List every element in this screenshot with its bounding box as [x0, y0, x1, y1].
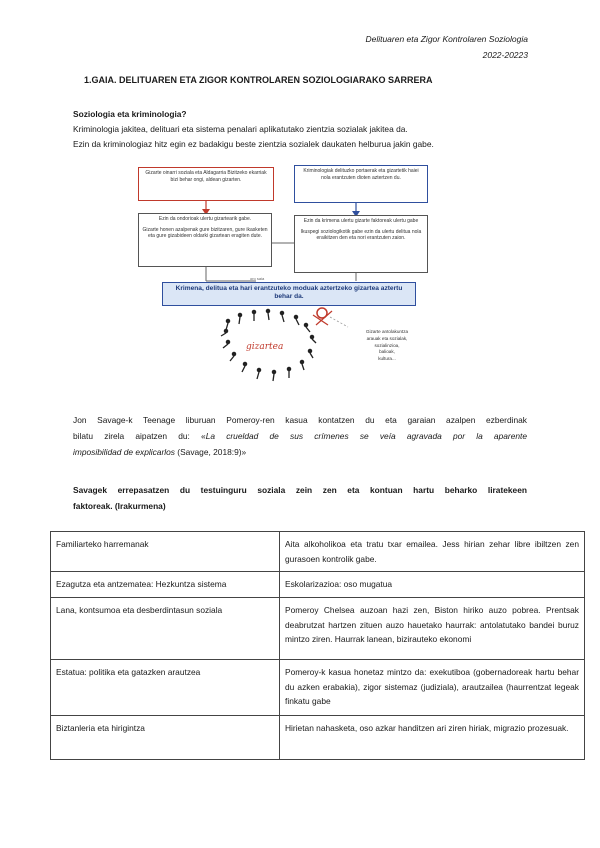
table-row [51, 716, 585, 760]
paragraph-citation: (Savage, 2018:9)» [174, 447, 247, 457]
table-cell-factor: Biztanleria eta hirigintza [51, 716, 280, 760]
table-row [51, 532, 585, 572]
diagram-box-crime-body: Ikuspegi soziologikotik gabe ezin da ulertu delitua nola eraikitzen den eta nori erantzuten zaion. [300, 228, 422, 241]
header-course: Delituaren eta Zigor Kontrolaren Soziologia [365, 34, 528, 44]
question-line1: Savagek errepasatzen du testuinguru soziala zein zen eta kontuan hartu beharko liratekeen [73, 485, 527, 495]
side-note-line: Gizarte antolakuntza [365, 329, 409, 334]
paragraph-line2 [73, 429, 527, 444]
question-line2: faktoreak. (Irakurmena) [73, 501, 166, 511]
sociology-diagram [136, 165, 466, 390]
page-title: 1.GAIA. DELITUAREN ETA ZIGOR KONTROLAREN SOZIOLOGIARAKO SARRERA [84, 75, 433, 85]
side-note-line: arauak eta sozialak, [366, 335, 408, 341]
table-cell-factor: Familiarteko harremanak [51, 532, 280, 572]
table-row [51, 572, 585, 598]
paragraph-quote-part2: imposibilidad de explicarlos [73, 447, 175, 457]
diagram-main-statement: Krimena, delitua eta hari erantzuteko moduak aztertzeko gizartea aztertu behar da. [162, 282, 416, 306]
paragraph-quote-part1: La crueldad de sus crímenes se veía agravada por la aparente [205, 431, 527, 441]
diagram-box-criminology: Kriminologiak delituzko portaerak eta gizartetik haiei nola erantzuten dioten aztertzen du. [294, 165, 428, 203]
diagram-box-society [138, 213, 272, 267]
diagram-mini-label: oro saia [250, 276, 265, 281]
diagram-box-society-body: Gizarte honen azalpenak gure bizitzaren, gure ikasketen eta gure gizabideen oldarki gizartean eragiten dute. [142, 226, 268, 239]
table-row [51, 660, 585, 716]
paragraph-line2-prefix: bilatu zirela aipatzen du: « [73, 431, 206, 441]
section-text-line1: Kriminologia jakitea, delituari eta sistema penalari aplikatutako zientzia sozialak jakitea da. [73, 124, 408, 134]
table-row [51, 598, 585, 660]
table-cell-factor: Ezagutza eta antzematea: Hezkuntza sistema [51, 572, 280, 598]
diagram-box-crime [294, 215, 428, 273]
table-cell-factor: Lana, kontsumoa eta desberdintasun soziala [51, 598, 280, 660]
side-note-line: balioak, [379, 349, 395, 355]
diagram-box-society-title: Ezin da ondorioak ulertu gizartearik gabe. [158, 216, 252, 222]
table-cell-description: Pomeroy-k kasua honetaz mintzo da: exekutiboa (gobernadoreak hartu behar du azken erabakia), zigor sistemaz (judiziala), arautzailea (haurrentzat legeak finkatu gabe [280, 660, 585, 716]
table-cell-factor: Estatua: politika eta gatazken arautzea [51, 660, 280, 716]
section-heading: Soziologia eta kriminologia? [73, 109, 187, 119]
table-cell-description: Eskolarizazioa: oso mugatua [280, 572, 585, 598]
diagram-side-note [352, 329, 422, 363]
table-cell-description: Aita alkoholikoa eta tratu txar emailea. Jess hirian zehar libre ibiltzen zen gurasoen kontrolik gabe. [280, 532, 585, 572]
red-scissors-icon [313, 308, 348, 327]
header-year: 2022-20223 [482, 50, 528, 60]
section-text-line2: Ezin da kriminologiaz hitz egin ez badakigu beste zientzia sozialek daukaten helburua jakin gabe. [73, 139, 434, 149]
paragraph-line3 [73, 445, 527, 460]
factors-table [50, 531, 585, 760]
table-cell-description: Pomeroy Chelsea auzoan hazi zen, Biston hiriko auzo pobrea. Prentsak deabrutzat hartzen zituen auzo hauetako haurrak: antolatutako bandei buruz mintzo ziren. Haurrak lanean, bizirauteko ekonomi [280, 598, 585, 660]
diagram-box-society-base: Gizarte oinarri soziala eta Aldagarria Bizitzeko ekarriak bizi behar ongi, aldean gizarten. [138, 167, 274, 201]
side-note-line: sozialinzioa, [374, 342, 400, 348]
side-note-line: kultura... [378, 356, 396, 362]
diagram-box-crime-title: Ezin da krimena ulertu gizarte faktoreak ulertu gabe [303, 218, 419, 224]
paragraph-line1: Jon Savage-k Teenage liburuan Pomeroy-ren kasua kontatzen du eta garaian azalpen ezberdinak [73, 415, 527, 425]
diagram-center-label: gizartea [246, 342, 284, 352]
table-cell-description: Hirietan nahasketa, oso azkar handitzen ari ziren hiriak, migrazio prozesuak. [280, 716, 585, 760]
